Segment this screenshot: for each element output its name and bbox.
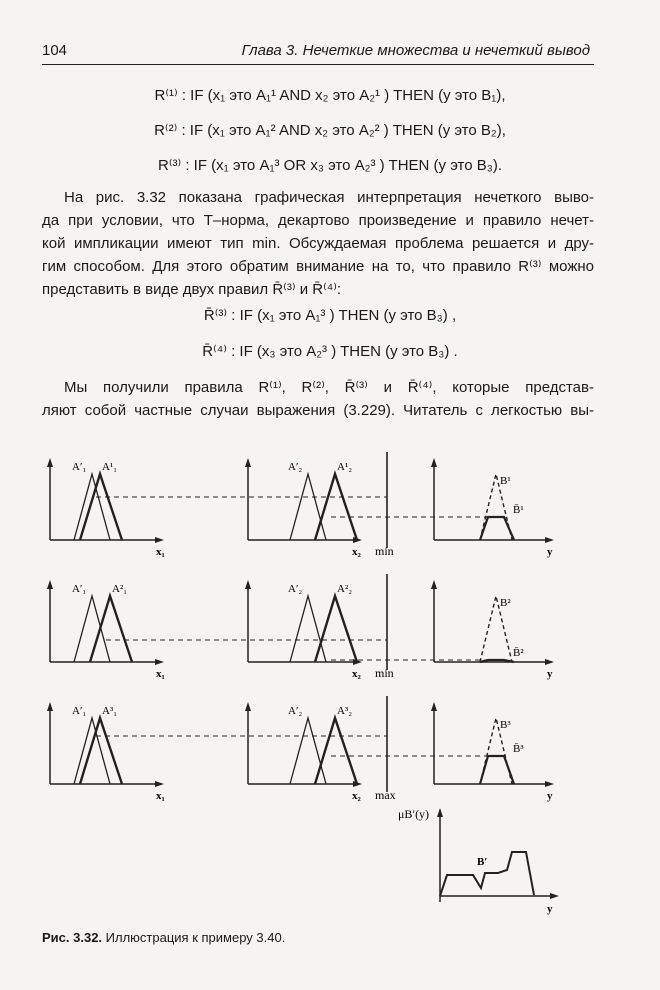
- rule-label-x1: A²₁: [112, 583, 128, 595]
- input-set-x1: [74, 474, 110, 540]
- rule-label-x1: A³₁: [102, 705, 118, 717]
- input-set-x2: [290, 718, 326, 784]
- output-panel-y-arrow: [431, 702, 437, 711]
- output-axis-label: y: [547, 546, 553, 558]
- x2-axis-label: x₂: [352, 546, 361, 558]
- consequent-label: B³: [500, 719, 511, 731]
- x2-axis-label: x₂: [352, 790, 361, 802]
- input-label-x1: A′₁: [72, 461, 87, 473]
- x1-panel-x-arrow: [155, 537, 164, 543]
- input-label-x2: A′₂: [288, 461, 303, 473]
- x2-axis-label: x₂: [352, 668, 361, 680]
- x1-panel-x-arrow: [155, 659, 164, 665]
- clipped-output-label: B̄³: [513, 743, 524, 755]
- paragraph-2: [42, 376, 594, 422]
- x1-axis-label: x₁: [156, 790, 165, 802]
- aggregate-x-label: y: [547, 903, 553, 915]
- input-set-x1: [74, 718, 110, 784]
- output-panel-x-arrow: [545, 537, 554, 543]
- input-set-x2: [290, 474, 326, 540]
- rule-set-x2: [315, 474, 357, 540]
- paragraph-line: да при условии, что T–норма, декартово произведение и правило нечет-: [42, 212, 594, 229]
- chapter-title: Глава 3. Нечеткие множества и нечеткий вывод: [241, 42, 590, 59]
- operator-label: min: [375, 666, 394, 680]
- paragraph-line: ляют собой частные случаи выражения (3.229). Читатель с легкостью вы-: [42, 402, 594, 419]
- clipped-output-set: [480, 517, 514, 540]
- x1-panel-x-arrow: [155, 781, 164, 787]
- output-panel-x-arrow: [545, 659, 554, 665]
- rule-set-x2: [315, 596, 357, 662]
- page-number: 104: [42, 42, 68, 59]
- rule-3-bar: R̄⁽³⁾ : IF (x₁ это A₁³ ) THEN (y это B₃) ,: [203, 307, 457, 324]
- paragraph-1: [42, 186, 594, 301]
- consequent-label: B¹: [500, 475, 511, 487]
- aggregate-y-label: μB′(y): [398, 807, 430, 821]
- operator-label: max: [375, 788, 396, 802]
- rule-3: R⁽³⁾ : IF (x₁ это A₁³ OR x₃ это A₂³ ) THEN (y это B₃).: [157, 157, 503, 174]
- output-axis-label: y: [547, 790, 553, 802]
- input-label-x2: A′₂: [288, 583, 303, 595]
- rule-label-x2: A²₂: [337, 583, 353, 595]
- paragraph-line: гим способом. Для этого обратим внимание на то, что правило R⁽³⁾ можно: [42, 258, 594, 275]
- rule-label-x1: A¹₁: [102, 461, 118, 473]
- paragraph-line: кой импликации имеют тип min. Обсуждаемая проблема решается и дру-: [42, 235, 594, 252]
- output-panel-y-arrow: [431, 580, 437, 589]
- caption-text: Иллюстрация к примеру 3.40.: [105, 930, 286, 945]
- figure-caption: [42, 930, 285, 945]
- aggregate-output: [398, 807, 559, 915]
- caption-label: Рис. 3.32.: [42, 930, 103, 945]
- consequent-label: B²: [500, 597, 511, 609]
- page-header: [42, 40, 594, 65]
- input-label-x1: A′₁: [72, 705, 87, 717]
- x2-panel-y-arrow: [245, 580, 251, 589]
- x1-axis-label: x₁: [156, 546, 165, 558]
- x1-axis-label: x₁: [156, 668, 165, 680]
- operator-label: min: [375, 544, 394, 558]
- rule-label-x2: A³₂: [337, 705, 353, 717]
- rule-2: R⁽²⁾ : IF (x₁ это A₁² AND x₂ это A₂² ) THEN (y это B₂),: [154, 122, 506, 139]
- paragraph-line: Мы получили правила R⁽¹⁾, R⁽²⁾, R̄⁽³⁾ и R̄⁽⁴⁾, которые представ-: [64, 379, 594, 396]
- rule-1: R⁽¹⁾ : IF (x₁ это A₁¹ AND x₂ это A₂¹ ) THEN (y это B₁),: [154, 87, 506, 104]
- inference-figure: [30, 440, 610, 930]
- x1-panel-y-arrow: [47, 702, 53, 711]
- rule-4-bar: R̄⁽⁴⁾ : IF (x₃ это A₂³ ) THEN (y это B₃) .: [202, 343, 458, 360]
- rule-set-x2: [315, 718, 357, 784]
- rule-set-x1: [90, 596, 132, 662]
- clipped-output-label: B̄²: [513, 647, 524, 659]
- input-label-x2: A′₂: [288, 705, 303, 717]
- x1-panel-y-arrow: [47, 580, 53, 589]
- input-label-x1: A′₁: [72, 583, 87, 595]
- output-axis-label: y: [547, 668, 553, 680]
- x1-panel-y-arrow: [47, 458, 53, 467]
- paragraph-line: представить в виде двух правил R̄⁽³⁾ и R̄⁽⁴⁾:: [42, 281, 342, 298]
- input-set-x2: [290, 596, 326, 662]
- x2-panel-y-arrow: [245, 458, 251, 467]
- aggregate-x-arrow: [550, 893, 559, 899]
- aggregate-y-arrow: [437, 808, 443, 817]
- clipped-output-label: B̄¹: [513, 504, 524, 516]
- output-panel-y-arrow: [431, 458, 437, 467]
- output-panel-x-arrow: [545, 781, 554, 787]
- paragraph-line: На рис. 3.32 показана графическая интерпретация нечеткого выво-: [64, 189, 594, 206]
- rule-label-x2: A¹₂: [337, 461, 353, 473]
- aggregate-set-label: B′: [477, 856, 488, 868]
- x2-panel-y-arrow: [245, 702, 251, 711]
